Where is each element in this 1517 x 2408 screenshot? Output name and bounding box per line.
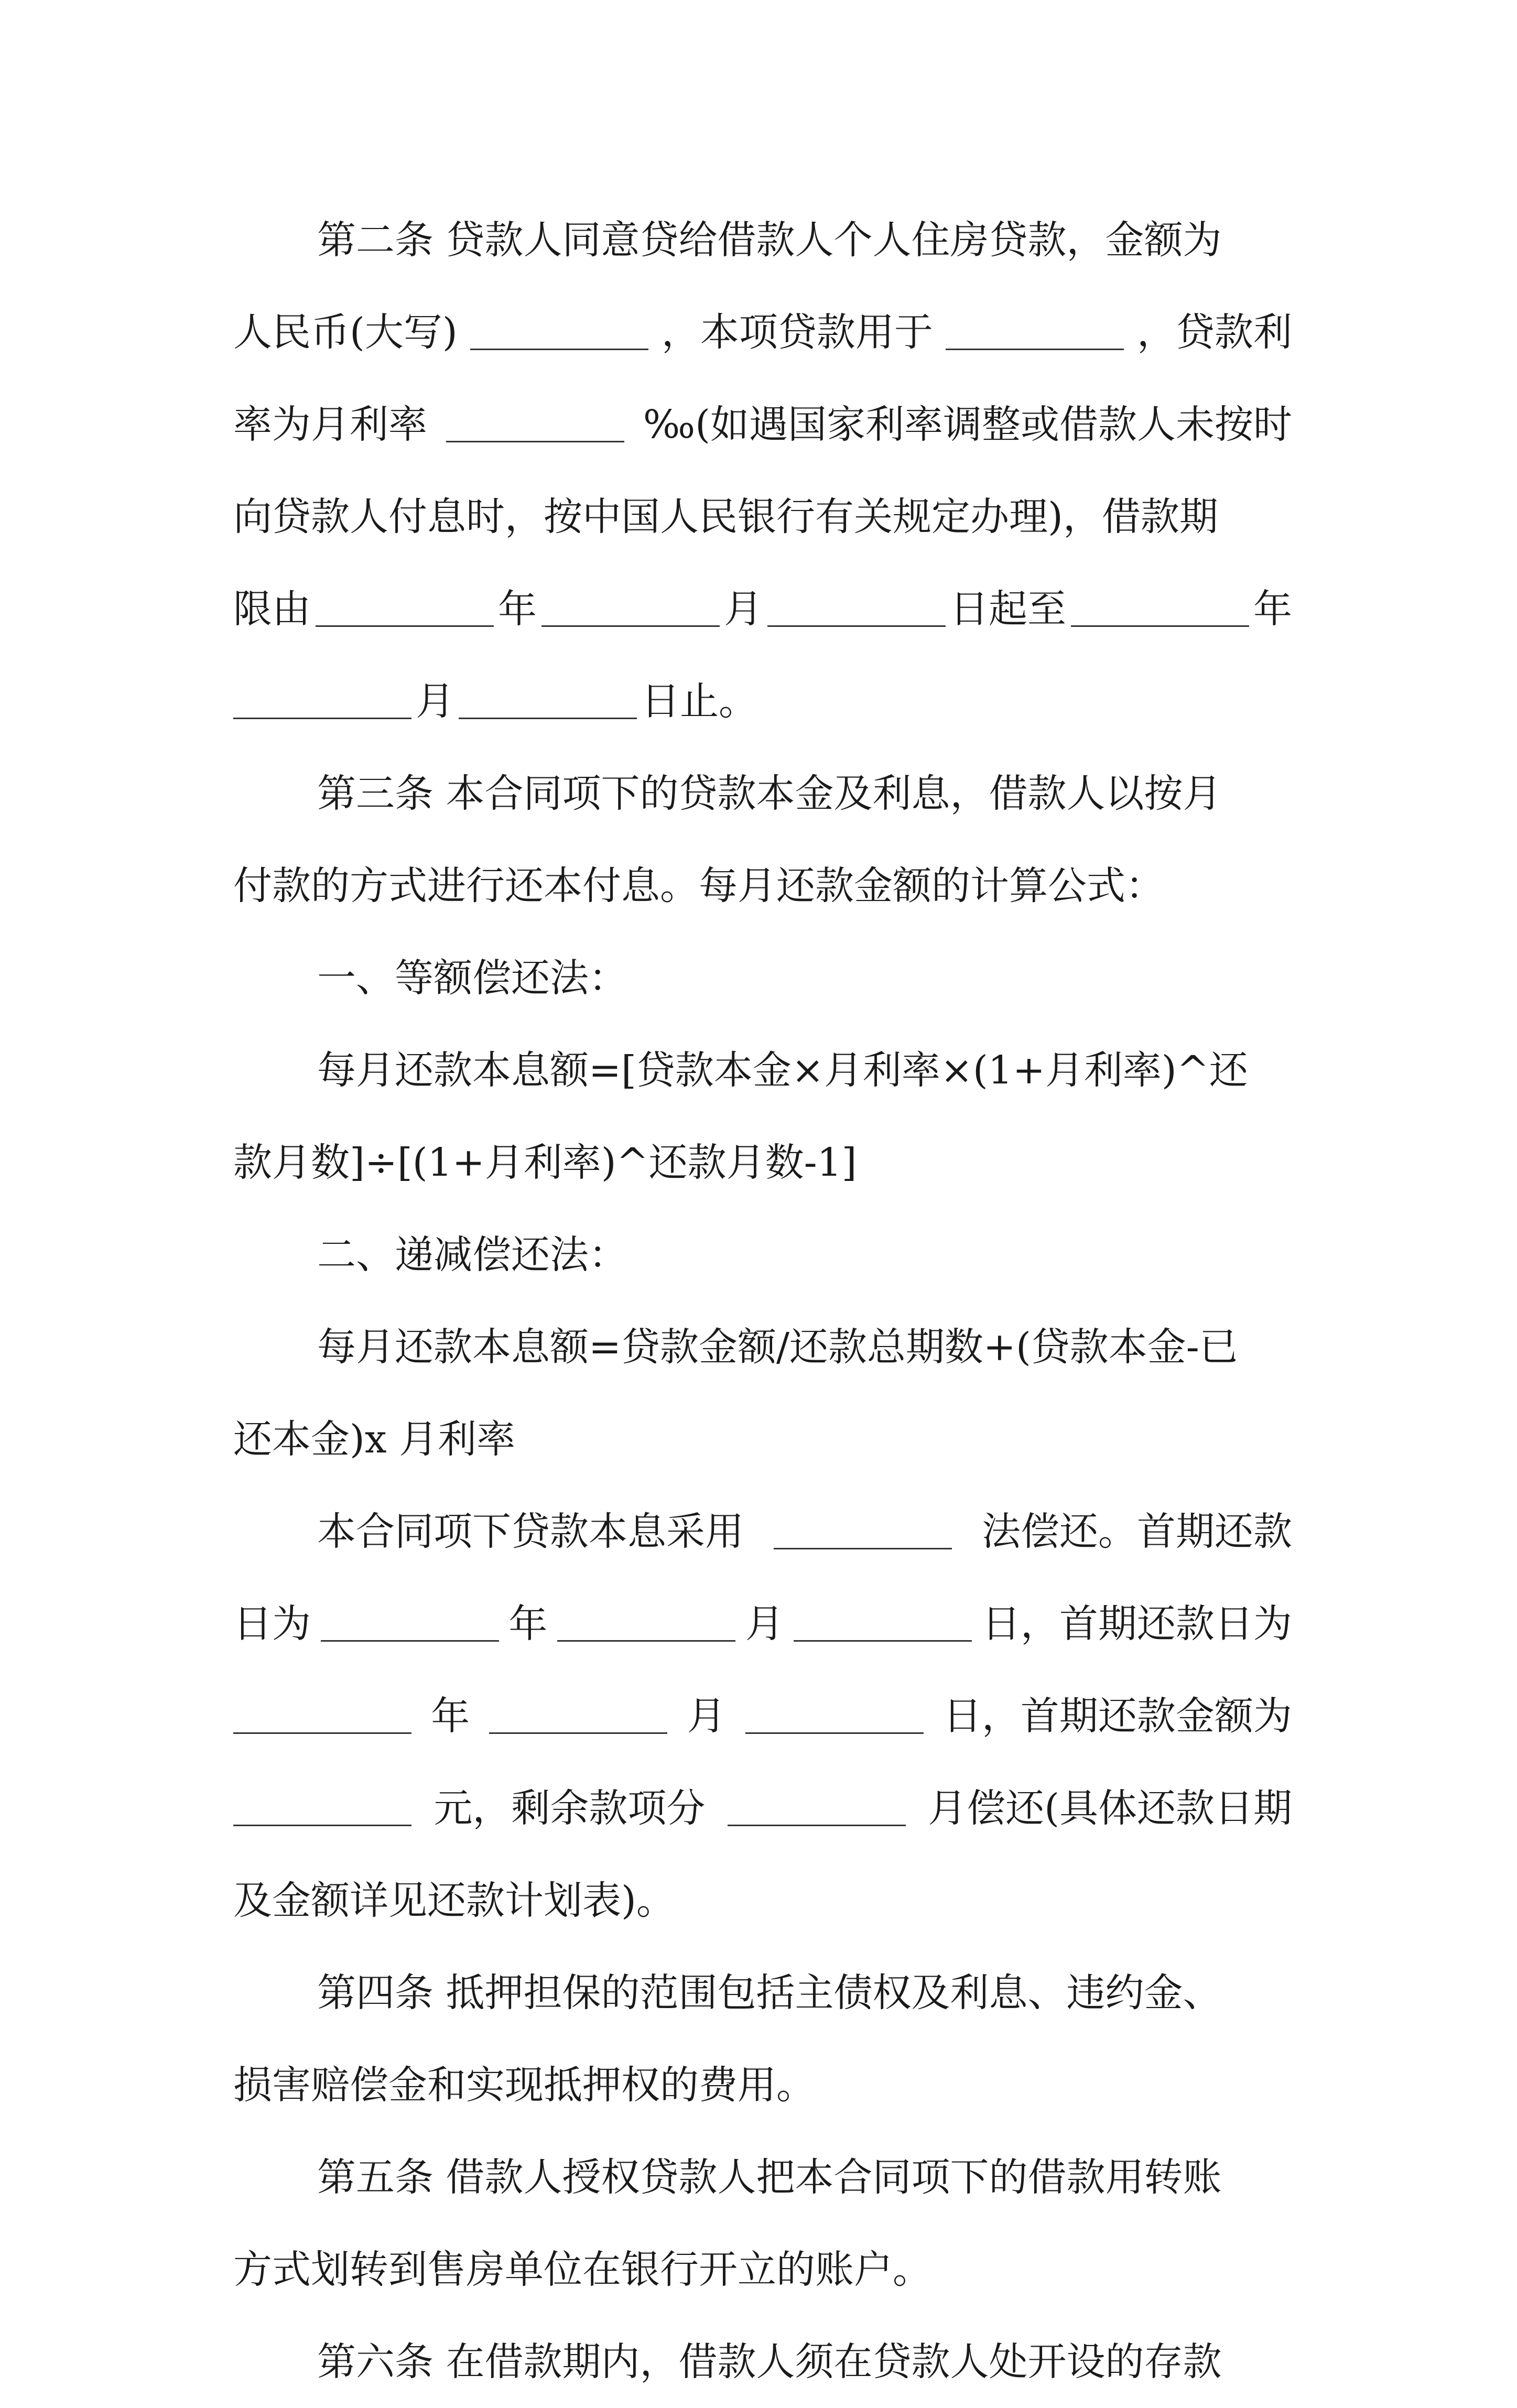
repayment-line-3	[233, 1670, 1292, 1762]
repayment-line-4	[233, 1762, 1292, 1854]
text: 人民币(大写)	[233, 310, 458, 355]
fill-blank-second-day[interactable]	[745, 1728, 924, 1734]
text: 年	[498, 587, 537, 632]
fill-blank-start-day[interactable]	[767, 621, 946, 627]
text: 率为月利率	[233, 402, 427, 447]
text: 付款的方式进行还本付息。每月还款金额的计算公式：	[233, 863, 1164, 908]
method-2-formula-line-2	[233, 1393, 1292, 1485]
article-2-line-4	[233, 471, 1292, 563]
text: 款月数]÷[(1+月利率)^还款月数-1]	[233, 1140, 857, 1185]
text: ，本项贷款用于	[661, 310, 933, 355]
fill-blank-second-year[interactable]	[233, 1728, 411, 1734]
method-1-formula-line-1	[233, 1024, 1292, 1116]
text: 本合同项下贷款本息采用	[317, 1509, 744, 1554]
fill-blank-end-year[interactable]	[1071, 621, 1249, 627]
article-3-line-1	[233, 747, 1292, 840]
article-3-line-2	[233, 840, 1292, 932]
text: 日，首期还款金额为	[942, 1694, 1292, 1739]
text: 损害赔偿金和实现抵押权的费用。	[233, 2063, 815, 2108]
text: 月	[416, 679, 454, 724]
text: 日为	[233, 1601, 311, 1646]
repayment-line-5	[233, 1854, 1292, 1947]
repayment-line-1	[233, 1485, 1292, 1578]
text: 第四条 抵押担保的范围包括主债权及利息、违约金、	[317, 1970, 1222, 2015]
article-2-line-2	[233, 286, 1292, 378]
fill-blank-method[interactable]	[774, 1544, 952, 1549]
text: 月	[724, 587, 763, 632]
text: 法偿还。首期还款	[982, 1509, 1292, 1554]
fill-blank-first-day[interactable]	[794, 1636, 972, 1642]
text: 向贷款人付息时，按中国人民银行有关规定办理)，借款期	[233, 494, 1218, 539]
text: 第五条 借款人授权贷款人把本合同项下的借款用转账	[317, 2155, 1222, 2200]
article-5-line-2	[233, 2223, 1292, 2316]
repayment-line-2	[233, 1578, 1292, 1670]
article-2-line-6	[233, 655, 1292, 747]
contract-body	[233, 194, 1292, 2408]
text: 第三条 本合同项下的贷款本金及利息，借款人以按月	[317, 771, 1222, 816]
text: ‰(如遇国家利率调整或借款人未按时	[643, 402, 1292, 447]
method-2-heading	[233, 1209, 1292, 1301]
text: ，贷款利	[1137, 310, 1292, 355]
fill-blank-first-month[interactable]	[557, 1636, 735, 1642]
method-1-heading	[233, 932, 1292, 1024]
text: 一、等额偿还法：	[317, 956, 627, 1001]
text: 月	[745, 1601, 784, 1646]
text: 限由	[233, 587, 311, 632]
fill-blank-second-month[interactable]	[489, 1728, 667, 1734]
fill-blank-start-month[interactable]	[541, 621, 720, 627]
text: 日止。	[641, 679, 757, 724]
fill-blank-end-month[interactable]	[233, 713, 411, 719]
article-2-line-1	[233, 194, 1292, 286]
article-2-line-3	[233, 378, 1292, 471]
fill-blank-first-amount[interactable]	[233, 1820, 411, 1826]
text: 及金额详见还款计划表)。	[233, 1878, 675, 1923]
article-4-line-2	[233, 2039, 1292, 2131]
text: 月	[687, 1694, 726, 1739]
article-4-line-1	[233, 1947, 1292, 2039]
text: 第二条 贷款人同意贷给借款人个人住房贷款，金额为	[317, 218, 1222, 263]
fill-blank-purpose[interactable]	[946, 344, 1124, 350]
method-2-formula-line-1	[233, 1301, 1292, 1393]
text: 每月还款本息额=[贷款本金×月利率×(1+月利率)^还	[317, 1048, 1248, 1093]
text: 年	[508, 1601, 548, 1646]
fill-blank-first-year[interactable]	[321, 1636, 499, 1642]
text: 还本金)x 月利率	[233, 1417, 516, 1462]
fill-blank-rate[interactable]	[446, 437, 624, 442]
text: 二、递减偿还法：	[317, 1232, 627, 1277]
method-1-formula-line-2	[233, 1116, 1292, 1209]
text: 元，剩余款项分	[434, 1786, 706, 1831]
fill-blank-amount[interactable]	[470, 344, 648, 350]
text: 年	[1253, 587, 1292, 632]
article-5-line-1	[233, 2131, 1292, 2223]
article-2-line-5	[233, 563, 1292, 655]
text: 日起至	[950, 587, 1066, 632]
fill-blank-start-year[interactable]	[316, 621, 494, 627]
text: 第六条 在借款期内，借款人须在贷款人处开设的存款	[317, 2339, 1222, 2384]
text: 月偿还(具体还款日期	[928, 1786, 1292, 1831]
text: 每月还款本息额=贷款金额/还款总期数+(贷款本金-已	[317, 1325, 1238, 1370]
article-6-line-1	[233, 2316, 1292, 2408]
text: 日，首期还款日为	[981, 1601, 1292, 1646]
fill-blank-end-day[interactable]	[459, 713, 637, 719]
fill-blank-months[interactable]	[728, 1820, 906, 1826]
text: 方式划转到售房单位在银行开立的账户。	[233, 2247, 931, 2292]
text: 年	[431, 1694, 470, 1739]
